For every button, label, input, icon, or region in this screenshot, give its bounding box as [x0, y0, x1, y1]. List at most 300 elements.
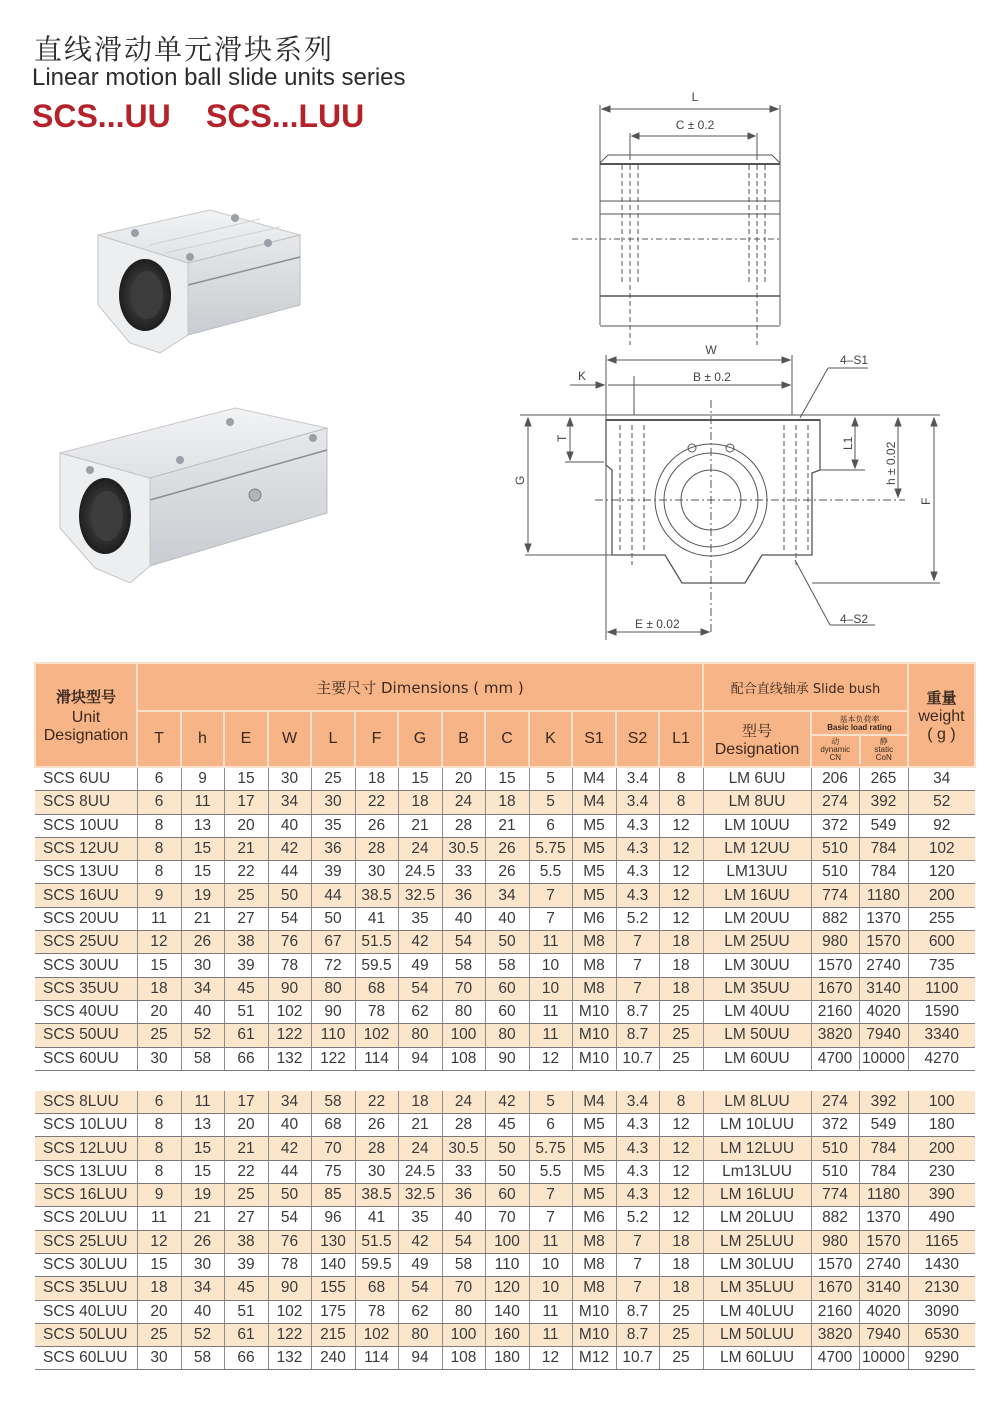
value-cell: 114	[355, 1047, 398, 1070]
dim-S2-label: 4–S2	[840, 612, 869, 626]
value-cell: 24.5	[398, 1160, 442, 1183]
value-cell: 12	[659, 1160, 703, 1183]
value-cell: 8.7	[616, 1000, 659, 1023]
value-cell: 100	[442, 1024, 485, 1047]
value-cell: 59.5	[355, 1253, 398, 1276]
value-cell: 15	[137, 1253, 181, 1276]
value-cell: 10	[529, 977, 572, 1000]
value-cell: 39	[224, 954, 268, 977]
value-cell: 80	[442, 1000, 485, 1023]
unit-designation-cell: SCS 12LUU	[35, 1137, 137, 1160]
col-T: T	[137, 711, 181, 767]
value-cell: 108	[442, 1347, 485, 1370]
value-cell: 120	[908, 861, 975, 884]
bush-designation-cell: LM13UU	[703, 861, 811, 884]
dim-h-label: h ± 0.02	[884, 441, 898, 485]
value-cell: 1180	[859, 884, 908, 907]
value-cell: M10	[572, 1000, 616, 1023]
value-cell: 3140	[859, 977, 908, 1000]
value-cell: 60	[485, 977, 529, 1000]
bush-designation-cell: LM 20LUU	[703, 1207, 811, 1230]
value-cell: M8	[572, 954, 616, 977]
value-cell: 4.3	[616, 1160, 659, 1183]
value-cell: 1370	[859, 1207, 908, 1230]
table-section-gap	[35, 1070, 975, 1091]
value-cell: 42	[398, 1230, 442, 1253]
value-cell: 8	[137, 861, 181, 884]
value-cell: 12	[659, 1114, 703, 1137]
value-cell: 18	[659, 1277, 703, 1300]
col-F: F	[355, 711, 398, 767]
value-cell: 52	[181, 1024, 224, 1047]
value-cell: 7940	[859, 1024, 908, 1047]
value-cell: 122	[268, 1024, 311, 1047]
table-row	[35, 814, 975, 837]
bush-designation-cell: LM 8UU	[703, 791, 811, 814]
value-cell: 980	[811, 1230, 859, 1253]
value-cell: 274	[811, 791, 859, 814]
bush-designation-cell: LM 10UU	[703, 814, 811, 837]
bush-designation-cell: LM 8LUU	[703, 1091, 811, 1114]
value-cell: 3.4	[616, 1091, 659, 1114]
value-cell: 8	[659, 1091, 703, 1114]
value-cell: 92	[908, 814, 975, 837]
value-cell: 27	[224, 1207, 268, 1230]
table-row	[35, 1114, 975, 1137]
value-cell: 18	[659, 1253, 703, 1276]
value-cell: 100	[485, 1230, 529, 1253]
value-cell: 600	[908, 931, 975, 954]
value-cell: 25	[659, 1000, 703, 1023]
value-cell: 36	[442, 884, 485, 907]
value-cell: 3820	[811, 1323, 859, 1346]
value-cell: 54	[398, 1277, 442, 1300]
spec-table-body	[35, 767, 975, 1370]
spec-table	[34, 662, 976, 1370]
value-cell: 38.5	[355, 884, 398, 907]
dim-W-label: W	[705, 343, 717, 357]
table-row	[35, 837, 975, 860]
header-slide-bush: 配合直线轴承 Slide bush	[703, 663, 908, 711]
value-cell: 50	[485, 1137, 529, 1160]
value-cell: 102	[908, 837, 975, 860]
col-S2: S2	[616, 711, 659, 767]
value-cell: 25	[659, 1323, 703, 1346]
value-cell: 110	[311, 1024, 355, 1047]
value-cell: 11	[529, 1323, 572, 1346]
dim-B-label: B ± 0.2	[693, 370, 731, 384]
unit-designation-cell: SCS 25LUU	[35, 1230, 137, 1253]
value-cell: 5	[529, 1091, 572, 1114]
value-cell: 70	[442, 1277, 485, 1300]
value-cell: 96	[311, 1207, 355, 1230]
value-cell: 11	[529, 1000, 572, 1023]
value-cell: 68	[311, 1114, 355, 1137]
value-cell: 30.5	[442, 837, 485, 860]
value-cell: 15	[485, 767, 529, 791]
value-cell: 19	[181, 1184, 224, 1207]
value-cell: 180	[908, 1114, 975, 1137]
value-cell: 60	[485, 1000, 529, 1023]
table-row	[35, 861, 975, 884]
table-row	[35, 977, 975, 1000]
value-cell: 15	[181, 861, 224, 884]
col-S1: S1	[572, 711, 616, 767]
value-cell: M4	[572, 791, 616, 814]
value-cell: 30	[355, 861, 398, 884]
bush-designation-cell: Lm13LUU	[703, 1160, 811, 1183]
value-cell: 12	[659, 1137, 703, 1160]
dim-L-label: L	[691, 90, 699, 104]
col-C: C	[485, 711, 529, 767]
dim-T-label: T	[555, 434, 569, 442]
value-cell: 7	[529, 1207, 572, 1230]
value-cell: 62	[398, 1000, 442, 1023]
value-cell: 7940	[859, 1323, 908, 1346]
dim-C-label: C ± 0.2	[675, 118, 715, 132]
value-cell: 5.2	[616, 1207, 659, 1230]
value-cell: 5.5	[529, 861, 572, 884]
value-cell: 13	[181, 1114, 224, 1137]
value-cell: 44	[268, 1160, 311, 1183]
value-cell: 2130	[908, 1277, 975, 1300]
bush-designation-cell: LM 40LUU	[703, 1300, 811, 1323]
value-cell: 35	[398, 907, 442, 930]
table-row	[35, 1277, 975, 1300]
value-cell: 50	[268, 1184, 311, 1207]
value-cell: 26	[355, 1114, 398, 1137]
value-cell: 12	[529, 1347, 572, 1370]
value-cell: 5	[529, 767, 572, 791]
value-cell: 41	[355, 907, 398, 930]
unit-designation-cell: SCS 16UU	[35, 884, 137, 907]
value-cell: 18	[659, 931, 703, 954]
slide-unit-short-photo	[90, 195, 305, 355]
value-cell: 25	[659, 1047, 703, 1070]
value-cell: 40	[442, 907, 485, 930]
value-cell: 9	[181, 767, 224, 791]
value-cell: M10	[572, 1300, 616, 1323]
value-cell: 18	[137, 1277, 181, 1300]
value-cell: M4	[572, 1091, 616, 1114]
header-unit-designation: 滑块型号 Unit Designation	[35, 663, 137, 767]
bush-designation-cell: LM 25UU	[703, 931, 811, 954]
value-cell: 80	[398, 1323, 442, 1346]
value-cell: 372	[811, 814, 859, 837]
value-cell: 6	[529, 1114, 572, 1137]
dim-L1-label: L1	[841, 436, 855, 450]
value-cell: 102	[355, 1323, 398, 1346]
value-cell: 33	[442, 1160, 485, 1183]
value-cell: 265	[859, 767, 908, 791]
value-cell: 76	[268, 931, 311, 954]
value-cell: 51.5	[355, 931, 398, 954]
unit-designation-cell: SCS 12UU	[35, 837, 137, 860]
value-cell: 36	[442, 1184, 485, 1207]
value-cell: 40	[181, 1300, 224, 1323]
table-row	[35, 1347, 975, 1370]
value-cell: 90	[268, 1277, 311, 1300]
value-cell: 15	[398, 767, 442, 791]
value-cell: 22	[355, 1091, 398, 1114]
value-cell: 4.3	[616, 884, 659, 907]
bush-designation-cell: LM 16UU	[703, 884, 811, 907]
value-cell: 110	[485, 1253, 529, 1276]
value-cell: 34	[181, 1277, 224, 1300]
value-cell: 17	[224, 1091, 268, 1114]
value-cell: 4.3	[616, 837, 659, 860]
value-cell: 21	[181, 1207, 224, 1230]
value-cell: 78	[268, 954, 311, 977]
value-cell: 5.2	[616, 907, 659, 930]
value-cell: 85	[311, 1184, 355, 1207]
value-cell: 70	[311, 1137, 355, 1160]
value-cell: 18	[659, 1230, 703, 1253]
bush-designation-cell: LM 16LUU	[703, 1184, 811, 1207]
value-cell: 5	[529, 791, 572, 814]
value-cell: 392	[859, 1091, 908, 1114]
value-cell: 7	[616, 954, 659, 977]
value-cell: 7	[529, 907, 572, 930]
value-cell: 33	[442, 861, 485, 884]
value-cell: 20	[224, 814, 268, 837]
value-cell: 25	[659, 1024, 703, 1047]
value-cell: 12	[659, 814, 703, 837]
value-cell: 5.75	[529, 837, 572, 860]
title-chinese: 直线滑动单元滑块系列	[34, 33, 335, 66]
value-cell: M5	[572, 884, 616, 907]
value-cell: 4020	[859, 1300, 908, 1323]
value-cell: 26	[181, 931, 224, 954]
value-cell: 38	[224, 1230, 268, 1253]
value-cell: 80	[398, 1024, 442, 1047]
value-cell: 36	[311, 837, 355, 860]
value-cell: M10	[572, 1323, 616, 1346]
value-cell: M8	[572, 931, 616, 954]
value-cell: 21	[398, 1114, 442, 1137]
value-cell: 20	[137, 1300, 181, 1323]
value-cell: 30	[181, 954, 224, 977]
value-cell: 58	[311, 1091, 355, 1114]
col-G: G	[398, 711, 442, 767]
value-cell: 58	[181, 1047, 224, 1070]
value-cell: 175	[311, 1300, 355, 1323]
unit-designation-cell: SCS 20LUU	[35, 1207, 137, 1230]
value-cell: 50	[485, 1160, 529, 1183]
value-cell: 4.3	[616, 1137, 659, 1160]
value-cell: 26	[181, 1230, 224, 1253]
value-cell: 80	[311, 977, 355, 1000]
value-cell: 34	[908, 767, 975, 791]
series-label-uu: SCS...UU	[32, 98, 171, 134]
value-cell: 25	[659, 1347, 703, 1370]
value-cell: 21	[485, 814, 529, 837]
value-cell: 6	[137, 767, 181, 791]
value-cell: 108	[442, 1047, 485, 1070]
value-cell: 8	[137, 814, 181, 837]
value-cell: 1430	[908, 1253, 975, 1276]
value-cell: M4	[572, 767, 616, 791]
value-cell: 26	[355, 814, 398, 837]
value-cell: 25	[137, 1323, 181, 1346]
top-view-drawing	[560, 85, 860, 345]
table-row	[35, 1323, 975, 1346]
value-cell: 58	[181, 1347, 224, 1370]
value-cell: M8	[572, 1253, 616, 1276]
value-cell: 10000	[859, 1047, 908, 1070]
value-cell: 102	[355, 1024, 398, 1047]
unit-designation-cell: SCS 8UU	[35, 791, 137, 814]
value-cell: 54	[268, 1207, 311, 1230]
table-row	[35, 954, 975, 977]
value-cell: 27	[224, 907, 268, 930]
value-cell: 4.3	[616, 861, 659, 884]
unit-designation-cell: SCS 10LUU	[35, 1114, 137, 1137]
value-cell: 2160	[811, 1000, 859, 1023]
value-cell: 25	[311, 767, 355, 791]
value-cell: 21	[224, 1137, 268, 1160]
col-static-con: 静 static CoN	[874, 737, 894, 762]
value-cell: 6	[529, 814, 572, 837]
value-cell: 66	[224, 1047, 268, 1070]
value-cell: 19	[181, 884, 224, 907]
unit-designation-cell: SCS 8LUU	[35, 1091, 137, 1114]
value-cell: 21	[224, 837, 268, 860]
value-cell: 8	[659, 767, 703, 791]
value-cell: 30	[181, 1253, 224, 1276]
table-row	[35, 1253, 975, 1276]
bush-designation-cell: LM 12LUU	[703, 1137, 811, 1160]
value-cell: 28	[442, 814, 485, 837]
value-cell: 59.5	[355, 954, 398, 977]
value-cell: 54	[268, 907, 311, 930]
value-cell: 24	[442, 791, 485, 814]
value-cell: 8.7	[616, 1024, 659, 1047]
value-cell: M8	[572, 977, 616, 1000]
col-L: L	[311, 711, 355, 767]
bush-designation-cell: LM 60LUU	[703, 1347, 811, 1370]
value-cell: 54	[442, 931, 485, 954]
value-cell: 549	[859, 814, 908, 837]
col-dynamic-cn: 动 dynamic CN	[812, 736, 861, 764]
front-view-drawing	[500, 340, 960, 640]
value-cell: 774	[811, 1184, 859, 1207]
value-cell: 510	[811, 1137, 859, 1160]
value-cell: 58	[442, 954, 485, 977]
value-cell: M5	[572, 814, 616, 837]
value-cell: 490	[908, 1207, 975, 1230]
value-cell: 240	[311, 1347, 355, 1370]
value-cell: 2740	[859, 1253, 908, 1276]
value-cell: 12	[529, 1047, 572, 1070]
unit-designation-cell: SCS 16LUU	[35, 1184, 137, 1207]
value-cell: 372	[811, 1114, 859, 1137]
value-cell: 140	[311, 1253, 355, 1276]
value-cell: 20	[442, 767, 485, 791]
value-cell: 12	[137, 1230, 181, 1253]
value-cell: 4700	[811, 1047, 859, 1070]
value-cell: 160	[485, 1323, 529, 1346]
value-cell: 18	[659, 954, 703, 977]
value-cell: 25	[137, 1024, 181, 1047]
value-cell: 10	[529, 1253, 572, 1276]
value-cell: 34	[268, 1091, 311, 1114]
value-cell: 510	[811, 1160, 859, 1183]
value-cell: 15	[181, 837, 224, 860]
value-cell: 30	[355, 1160, 398, 1183]
value-cell: 18	[398, 1091, 442, 1114]
value-cell: 30.5	[442, 1137, 485, 1160]
unit-designation-cell: SCS 30LUU	[35, 1253, 137, 1276]
value-cell: 17	[224, 791, 268, 814]
value-cell: 11	[137, 1207, 181, 1230]
value-cell: 1670	[811, 977, 859, 1000]
value-cell: 25	[224, 884, 268, 907]
value-cell: 12	[659, 884, 703, 907]
unit-designation-cell: SCS 13LUU	[35, 1160, 137, 1183]
value-cell: 9	[137, 1184, 181, 1207]
value-cell: M6	[572, 907, 616, 930]
value-cell: 1165	[908, 1230, 975, 1253]
value-cell: 90	[268, 977, 311, 1000]
value-cell: 882	[811, 1207, 859, 1230]
value-cell: 50	[485, 931, 529, 954]
value-cell: 30	[137, 1347, 181, 1370]
value-cell: 10.7	[616, 1047, 659, 1070]
value-cell: 8	[659, 791, 703, 814]
unit-designation-cell: SCS 25UU	[35, 931, 137, 954]
value-cell: 20	[224, 1114, 268, 1137]
value-cell: 100	[442, 1323, 485, 1346]
table-row	[35, 1047, 975, 1070]
value-cell: 62	[398, 1300, 442, 1323]
value-cell: 22	[355, 791, 398, 814]
value-cell: 15	[224, 767, 268, 791]
dim-K-label: K	[577, 369, 587, 383]
bush-designation-cell: LM 60UU	[703, 1047, 811, 1070]
value-cell: 52	[181, 1323, 224, 1346]
value-cell: 100	[908, 1091, 975, 1114]
value-cell: 180	[485, 1347, 529, 1370]
value-cell: 80	[485, 1024, 529, 1047]
value-cell: 18	[485, 791, 529, 814]
value-cell: 21	[398, 814, 442, 837]
value-cell: 13	[181, 814, 224, 837]
value-cell: 122	[311, 1047, 355, 1070]
value-cell: 45	[224, 977, 268, 1000]
value-cell: 8.7	[616, 1323, 659, 1346]
table-row	[35, 1230, 975, 1253]
value-cell: 49	[398, 954, 442, 977]
value-cell: 25	[659, 1300, 703, 1323]
bush-designation-cell: LM 50UU	[703, 1024, 811, 1047]
value-cell: M5	[572, 861, 616, 884]
value-cell: 12	[137, 931, 181, 954]
bush-designation-cell: LM 25LUU	[703, 1230, 811, 1253]
value-cell: 8.7	[616, 1300, 659, 1323]
value-cell: 4270	[908, 1047, 975, 1070]
value-cell: 52	[908, 791, 975, 814]
value-cell: M12	[572, 1347, 616, 1370]
value-cell: 9	[137, 884, 181, 907]
value-cell: 12	[659, 837, 703, 860]
bush-designation-cell: LM 20UU	[703, 907, 811, 930]
value-cell: 28	[355, 1137, 398, 1160]
value-cell: 980	[811, 931, 859, 954]
value-cell: 10	[529, 954, 572, 977]
value-cell: 549	[859, 1114, 908, 1137]
value-cell: 1590	[908, 1000, 975, 1023]
